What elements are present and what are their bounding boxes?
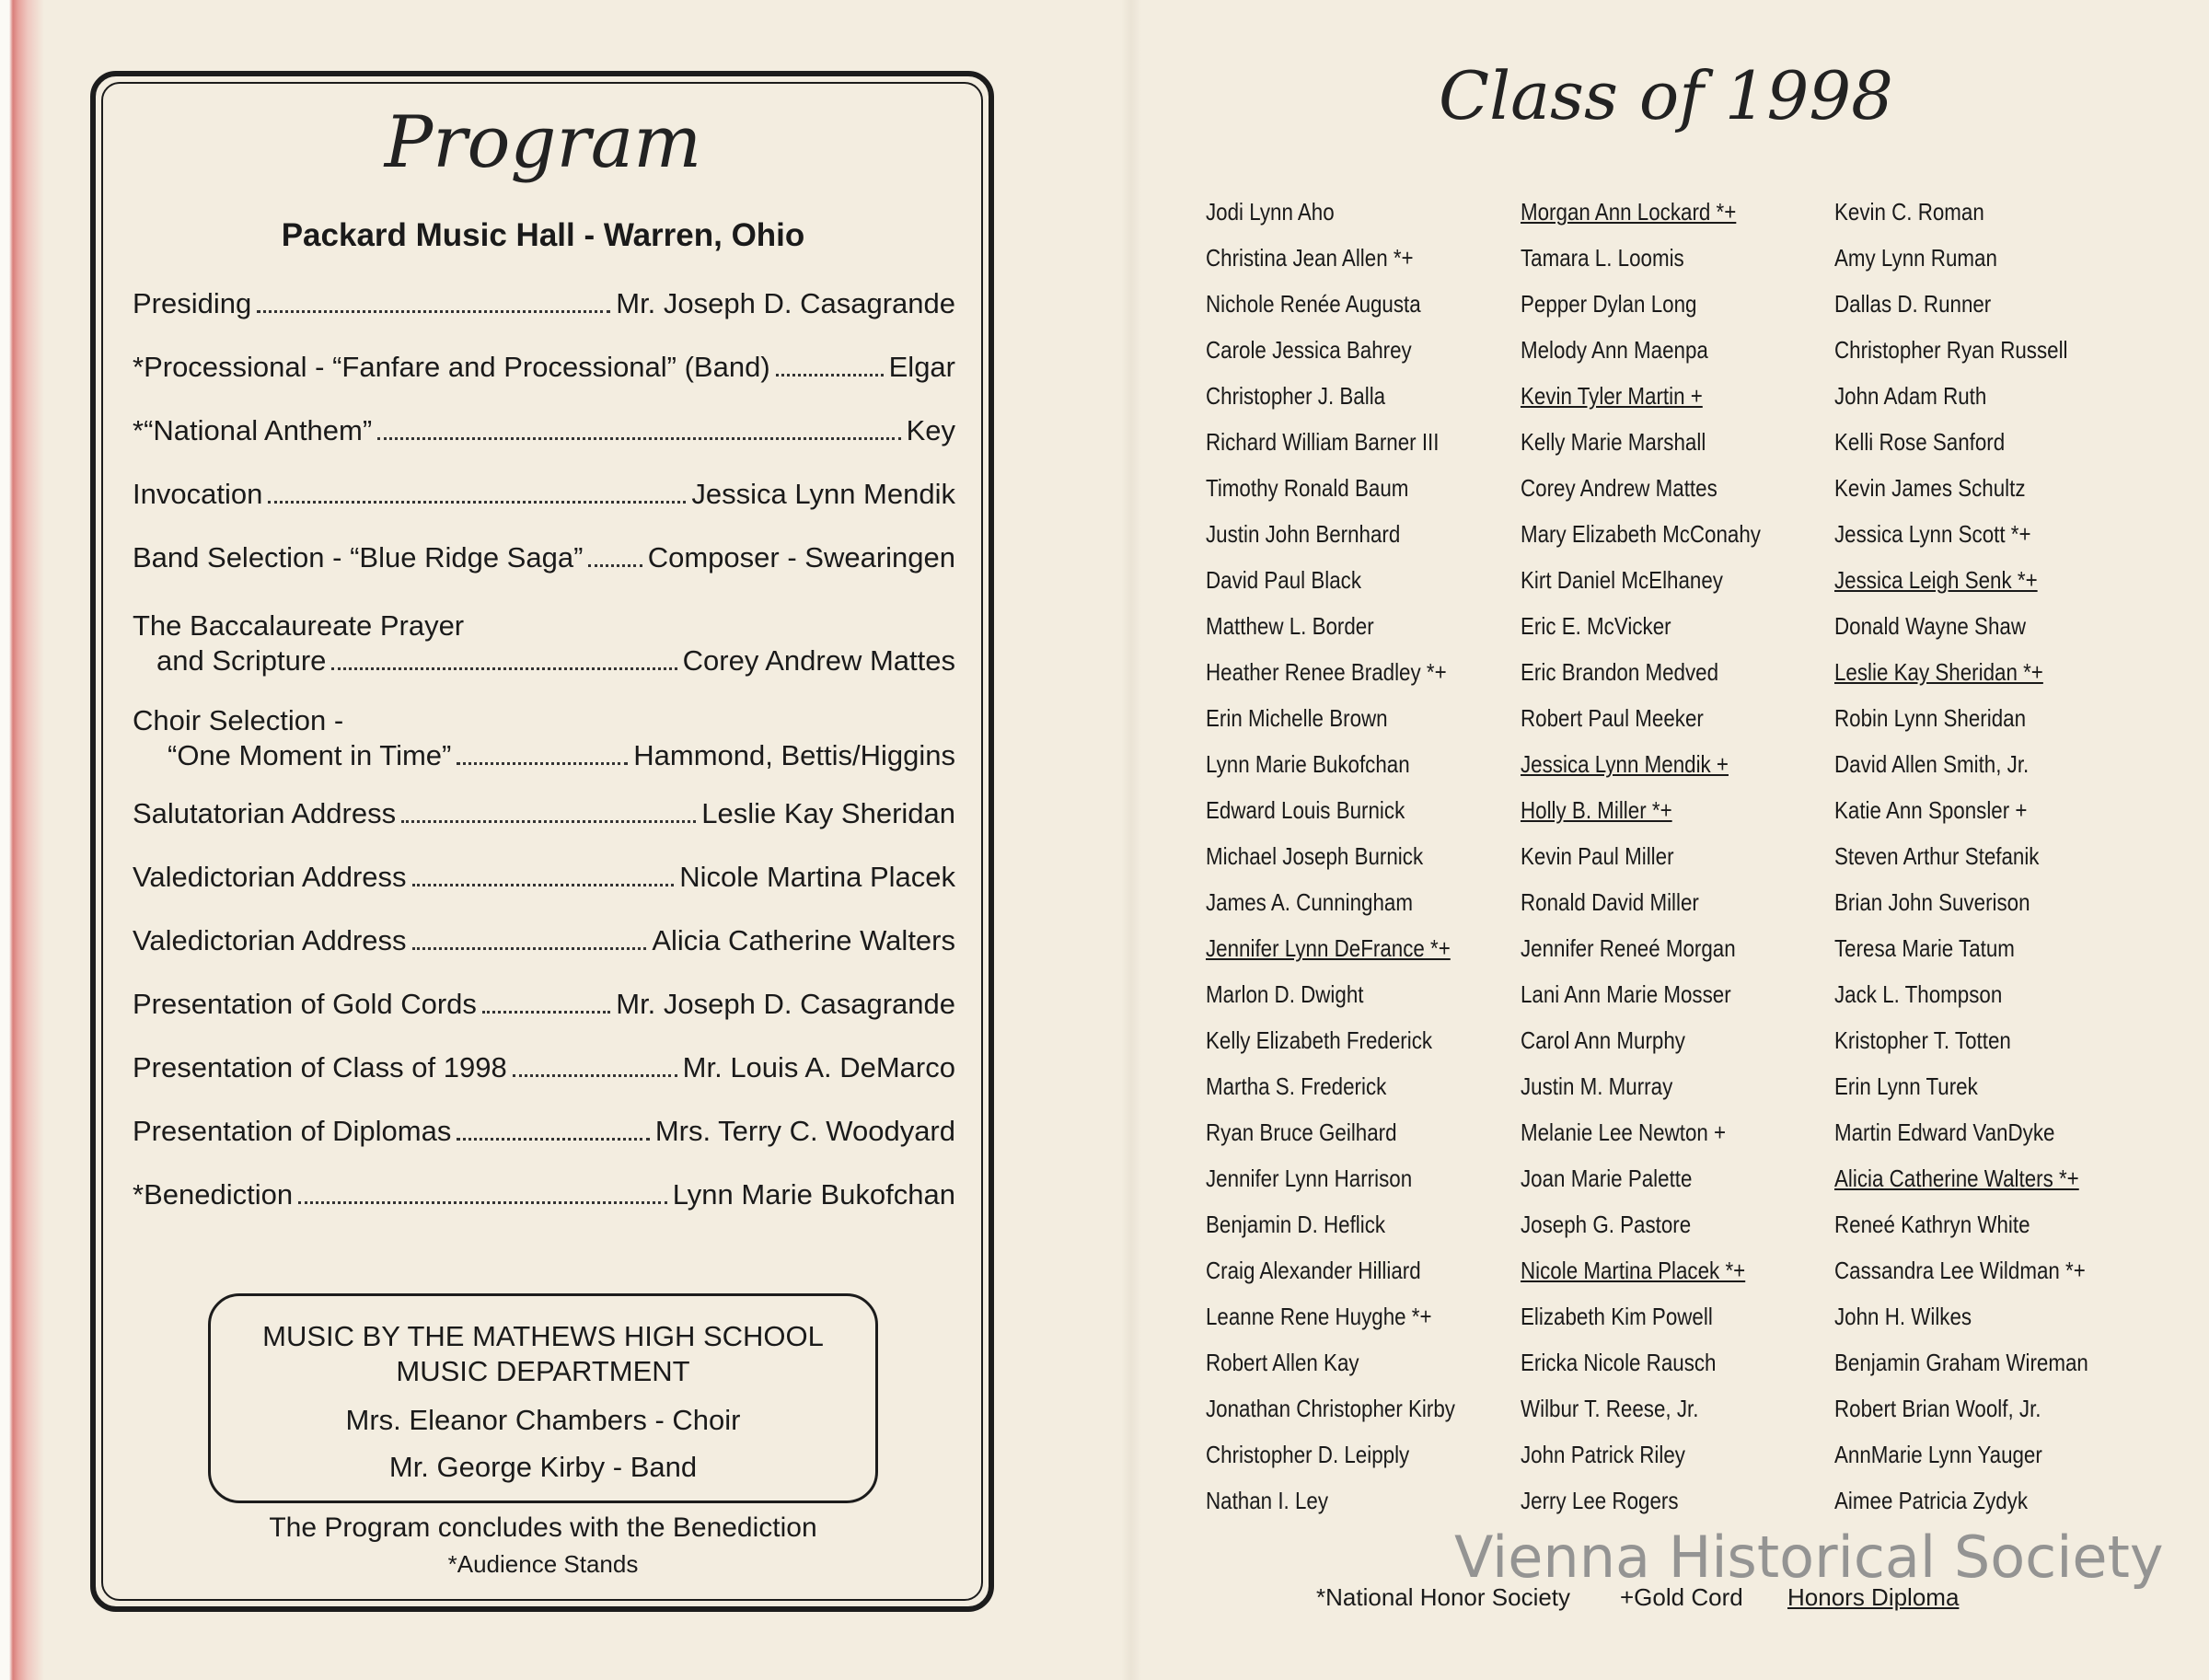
graduate-name-text: Elizabeth Kim Powell [1521,1303,1713,1330]
graduate-name-text: Jessica Lynn Scott *+ [1834,520,2031,548]
graduate-name [1521,1201,1761,1247]
legend-nhs: *National Honor Society [1316,1583,1571,1611]
graduate-name [1521,971,1761,1017]
graduate-name [1834,741,2088,787]
graduate-name [1521,695,1761,741]
graduate-name [1206,1293,1455,1339]
graduate-name-text: Christopher D. Leipply [1206,1441,1410,1468]
graduate-name-text: Alicia Catherine Walters *+ [1834,1164,2079,1192]
graduate-name-text: Joan Marie Palette [1521,1164,1693,1192]
dot-leader [776,373,884,377]
graduate-name [1521,1431,1761,1477]
graduate-name [1206,1477,1455,1524]
graduate-name [1834,1431,2088,1477]
graduate-name-text: Kirt Daniel McElhaney [1521,566,1723,594]
program-item-label: *Processional - “Fanfare and Processional” (Band) [133,351,770,383]
graduate-name [1521,1477,1761,1524]
graduate-name-text: Christopher J. Balla [1206,382,1386,410]
graduate-name-text: Tamara L. Loomis [1521,244,1684,272]
graduate-name [1834,1017,2088,1063]
class-title: Class of 1998 [1439,57,1893,134]
program-item [133,924,955,957]
graduate-name-text: Ronald David Miller [1521,888,1699,916]
graduate-name-text: Jessica Leigh Senk *+ [1834,566,2038,594]
graduate-name-text: John H. Wilkes [1834,1303,1972,1330]
graduate-name-text: Erin Michelle Brown [1206,704,1388,732]
graduate-name [1834,649,2088,695]
graduate-name [1206,649,1455,695]
graduate-name [1206,373,1455,419]
graduate-name [1834,1293,2088,1339]
graduate-name-text: Craig Alexander Hilliard [1206,1257,1421,1284]
graduate-name [1206,1201,1455,1247]
graduate-name [1521,833,1761,879]
graduate-name-text: Reneé Kathryn White [1834,1211,2030,1238]
program-item-value: Mrs. Terry C. Woodyard [654,1115,955,1147]
graduate-name [1521,511,1761,557]
program-item-label: *Benediction [133,1178,294,1211]
graduate-name-text: Christopher Ryan Russell [1834,336,2068,364]
graduate-name [1834,235,2088,281]
graduate-name [1206,787,1455,833]
music-box-line2: MUSIC DEPARTMENT [396,1355,690,1387]
audience-stands-note: *Audience Stands [447,1550,639,1578]
music-department-box [208,1293,878,1503]
program-item-heading: The Baccalaureate Prayer [133,609,465,642]
graduate-name-text: Mary Elizabeth McConahy [1521,520,1761,548]
dot-leader [412,883,675,886]
program-item-label: Valedictorian Address [133,924,407,956]
class-column-3 [1834,189,2130,1524]
graduate-name [1521,741,1761,787]
graduate-name [1834,281,2088,327]
graduate-name-text: Edward Louis Burnick [1206,796,1405,824]
program-item-label: Band Selection - “Blue Ridge Saga” [133,541,584,574]
graduate-name [1521,465,1761,511]
graduate-name [1834,327,2088,373]
program-item-value: Lynn Marie Bukofchan [672,1178,955,1211]
graduate-name-text: Kelly Elizabeth Frederick [1206,1026,1433,1054]
graduate-name-text: Holly B. Miller *+ [1521,796,1672,824]
graduate-name [1206,511,1455,557]
graduate-name-text: Aimee Patricia Zydyk [1834,1487,2029,1514]
program-conclusion: The Program concludes with the Benediction [269,1512,817,1543]
band-director: Mr. George Kirby - Band [388,1451,698,1483]
graduate-name [1521,327,1761,373]
graduate-name [1206,833,1455,879]
graduate-name [1521,1247,1761,1293]
legend-honors-diploma: Honors Diploma [1787,1583,1960,1611]
graduate-name-text: Kevin James Schultz [1834,474,2026,502]
program-item [133,797,955,830]
graduate-name-text: Jessica Lynn Mendik + [1521,750,1729,778]
graduate-name-text: Jennifer Reneé Morgan [1521,934,1736,962]
graduate-name [1521,925,1761,971]
program-item [133,1115,955,1148]
graduate-name [1834,603,2088,649]
graduate-name [1206,235,1455,281]
dot-leader [268,500,686,504]
graduate-name-text: Benjamin D. Heflick [1206,1211,1386,1238]
graduate-name [1834,465,2088,511]
program-item-label: Presentation of Diplomas [133,1115,452,1147]
graduate-name [1206,465,1455,511]
graduate-name-text: Steven Arthur Stefanik [1834,842,2040,870]
graduate-name [1834,925,2088,971]
graduate-name [1521,1339,1761,1385]
graduate-name [1521,189,1761,235]
music-box-line1: MUSIC BY THE MATHEWS HIGH SCHOOL [262,1320,824,1352]
graduate-name [1206,557,1455,603]
dot-leader [401,819,696,823]
graduate-name [1206,1247,1455,1293]
program-item-label: Invocation [133,478,263,510]
graduate-name-text: Richard William Barner III [1206,428,1440,456]
graduate-name-text: Jennifer Lynn DeFrance *+ [1206,934,1451,962]
graduate-name [1521,649,1761,695]
graduate-name-text: Justin M. Murray [1521,1072,1673,1100]
graduate-name-text: Justin John Bernhard [1206,520,1401,548]
graduate-name [1521,879,1761,925]
graduate-name-text: Leanne Rene Huyghe *+ [1206,1303,1432,1330]
program-item-label: Presentation of Class of 1998 [133,1051,507,1083]
watermark: Vienna Historical Society [1454,1524,2164,1591]
graduate-name-text: Kevin Paul Miller [1521,842,1674,870]
graduate-name [1834,373,2088,419]
program-item-value: Composer - Swearingen [647,541,955,574]
graduate-name [1206,1339,1455,1385]
dot-leader [457,1137,650,1141]
graduate-name [1521,281,1761,327]
graduate-name [1521,235,1761,281]
graduate-name-text: Wilbur T. Reese, Jr. [1521,1395,1699,1422]
graduate-name [1834,971,2088,1017]
graduate-name [1834,1247,2088,1293]
graduate-name-text: Kristopher T. Totten [1834,1026,2011,1054]
legend-gold-cord: +Gold Cord [1620,1583,1743,1611]
graduate-name-text: Kevin C. Roman [1834,198,1984,226]
graduate-name [1206,281,1455,327]
graduate-name-text: Erin Lynn Turek [1834,1072,1978,1100]
graduate-name-text: Robert Brian Woolf, Jr. [1834,1395,2041,1422]
dot-leader [482,1010,610,1014]
program-item-value: Mr. Joseph D. Casagrande [616,287,955,319]
graduate-name [1521,787,1761,833]
graduate-name-text: Ericka Nicole Rausch [1521,1349,1717,1376]
graduate-name [1206,1155,1455,1201]
graduate-name-text: Robin Lynn Sheridan [1834,704,2027,732]
program-item [133,287,955,320]
graduate-name-text: Martha S. Frederick [1206,1072,1387,1100]
graduate-name [1834,511,2088,557]
graduate-name-text: Jennifer Lynn Harrison [1206,1164,1413,1192]
graduate-name [1206,741,1455,787]
graduate-name [1206,925,1455,971]
graduate-name [1206,419,1455,465]
graduate-name-text: Melanie Lee Newton + [1521,1118,1727,1146]
graduate-name-text: Joseph G. Pastore [1521,1211,1692,1238]
graduate-name-text: Robert Paul Meeker [1521,704,1704,732]
graduate-name-text: Pepper Dylan Long [1521,290,1697,318]
graduate-name-text: James A. Cunningham [1206,888,1413,916]
dot-leader [513,1073,677,1077]
graduate-name-text: Ryan Bruce Geilhard [1206,1118,1397,1146]
graduate-name-text: Teresa Marie Tatum [1834,934,2015,962]
venue-heading: Packard Music Hall - Warren, Ohio [281,217,805,253]
graduate-name-text: Jonathan Christopher Kirby [1206,1395,1455,1422]
graduate-name [1521,373,1761,419]
graduate-name-text: Eric Brandon Medved [1521,658,1719,686]
program-item [133,478,955,511]
dot-leader [457,761,628,765]
graduate-name [1521,603,1761,649]
graduate-name-text: Nichole Renée Augusta [1206,290,1421,318]
graduate-name-text: AnnMarie Lynn Yauger [1834,1441,2042,1468]
graduate-name-text: Eric E. McVicker [1521,612,1671,640]
graduate-name-text: Kelli Rose Sanford [1834,428,2006,456]
graduate-name [1206,327,1455,373]
program-item [133,351,955,384]
graduate-name-text: Lani Ann Marie Mosser [1521,980,1731,1008]
program-item-value: Hammond, Bettis/Higgins [633,739,955,771]
graduate-name [1834,1385,2088,1431]
graduate-name [1834,1109,2088,1155]
dot-leader [257,309,610,313]
graduate-name-text: Nathan I. Ley [1206,1487,1329,1514]
graduate-name-text: David Allen Smith, Jr. [1834,750,2030,778]
graduate-name [1521,1385,1761,1431]
graduate-name-text: Jack L. Thompson [1834,980,2003,1008]
graduate-name [1834,1063,2088,1109]
program-item [133,1178,955,1211]
graduate-name [1834,1155,2088,1201]
dot-leader [412,946,647,950]
graduate-name-text: David Paul Black [1206,566,1362,594]
dot-leader [331,666,677,670]
dot-leader [377,436,900,440]
graduate-name [1521,557,1761,603]
graduate-name-text: Katie Ann Sponsler + [1834,796,2028,824]
graduate-name-text: Cassandra Lee Wildman *+ [1834,1257,2086,1284]
program-item-value: Corey Andrew Mattes [682,644,955,677]
graduate-name [1521,1155,1761,1201]
graduate-name-text: Kevin Tyler Martin + [1521,382,1703,410]
graduate-name-text: Jerry Lee Rogers [1521,1487,1679,1514]
program-item-value: Alicia Catherine Walters [652,924,955,956]
graduate-name [1206,1385,1455,1431]
graduate-name [1521,1293,1761,1339]
program-item [133,861,955,894]
graduate-name [1521,1017,1761,1063]
graduate-name-text: Heather Renee Bradley *+ [1206,658,1447,686]
graduate-name-text: Donald Wayne Shaw [1834,612,2026,640]
class-column-2 [1521,189,1799,1524]
program-item-label: and Scripture [156,644,327,677]
graduate-name [1834,557,2088,603]
graduate-name-text: Nicole Martina Placek *+ [1521,1257,1746,1284]
graduate-name-text: Brian John Suverison [1834,888,2030,916]
program-item-label: “One Moment in Time” [168,739,452,771]
program-item [156,644,955,678]
graduate-name [1834,1477,2088,1524]
graduate-name-text: Melody Ann Maenpa [1521,336,1708,364]
program-item-label: Presiding [133,287,252,319]
dot-leader [588,563,642,567]
graduate-name [1206,879,1455,925]
program-item-label: Valedictorian Address [133,861,407,893]
graduate-name-text: John Patrick Riley [1521,1441,1685,1468]
graduate-name-text: Michael Joseph Burnick [1206,842,1424,870]
graduate-name-text: Matthew L. Border [1206,612,1374,640]
graduate-name-text: Robert Allen Kay [1206,1349,1359,1376]
graduate-name-text: Carol Ann Murphy [1521,1026,1685,1054]
graduate-name [1834,1201,2088,1247]
graduate-name [1206,971,1455,1017]
dot-leader [298,1200,667,1204]
graduate-name [1206,603,1455,649]
graduate-name [1834,189,2088,235]
program-item-value: Nicole Martina Placek [679,861,955,893]
program-item-value: Mr. Louis A. DeMarco [682,1051,955,1083]
program-item [133,541,955,574]
graduate-name-text: Leslie Kay Sheridan *+ [1834,658,2043,686]
graduate-name [1206,1431,1455,1477]
program-item-heading: Choir Selection - [133,704,344,736]
program-item-value: Key [906,414,955,446]
graduate-name-text: Jodi Lynn Aho [1206,198,1335,226]
program-item [133,988,955,1021]
graduate-name-text: Kelly Marie Marshall [1521,428,1706,456]
graduate-name-text: Carole Jessica Bahrey [1206,336,1412,364]
program-item [168,739,955,772]
graduate-name [1834,419,2088,465]
graduate-name-text: Marlon D. Dwight [1206,980,1364,1008]
graduate-name [1521,1109,1761,1155]
graduate-name-text: Christina Jean Allen *+ [1206,244,1414,272]
graduate-name [1834,833,2088,879]
program-item-label: Salutatorian Address [133,797,397,829]
program-item-value: Mr. Joseph D. Casagrande [616,988,955,1020]
program-item-label: *“National Anthem” [133,414,373,446]
graduate-name [1206,1017,1455,1063]
program-item [133,1051,955,1084]
graduate-name-text: John Adam Ruth [1834,382,1987,410]
graduate-name [1834,695,2088,741]
class-column-1 [1206,189,1496,1524]
center-fold [1121,0,1141,1680]
deckled-paper-edge [0,0,44,1680]
program-item-value: Elgar [888,351,955,383]
graduate-name-text: Morgan Ann Lockard *+ [1521,198,1737,226]
graduate-name [1206,695,1455,741]
graduate-name [1521,419,1761,465]
graduate-name [1206,189,1455,235]
graduate-name [1206,1109,1455,1155]
program-item-value: Leslie Kay Sheridan [701,797,955,829]
graduate-name-text: Lynn Marie Bukofchan [1206,750,1410,778]
program-item [133,414,955,447]
graduate-name [1834,879,2088,925]
graduate-name-text: Benjamin Graham Wireman [1834,1349,2088,1376]
graduate-name-text: Amy Lynn Ruman [1834,244,1997,272]
program-title: Program [384,101,702,184]
graduate-name-text: Dallas D. Runner [1834,290,1992,318]
graduate-name [1206,1063,1455,1109]
choir-director: Mrs. Eleanor Chambers - Choir [345,1404,741,1436]
program-item-label: Presentation of Gold Cords [133,988,477,1020]
graduate-name [1834,1339,2088,1385]
graduate-name-text: Martin Edward VanDyke [1834,1118,2055,1146]
graduate-name-text: Timothy Ronald Baum [1206,474,1409,502]
graduate-name-text: Corey Andrew Mattes [1521,474,1717,502]
graduate-name [1521,1063,1761,1109]
graduate-name [1834,787,2088,833]
program-item-value: Jessica Lynn Mendik [691,478,955,510]
